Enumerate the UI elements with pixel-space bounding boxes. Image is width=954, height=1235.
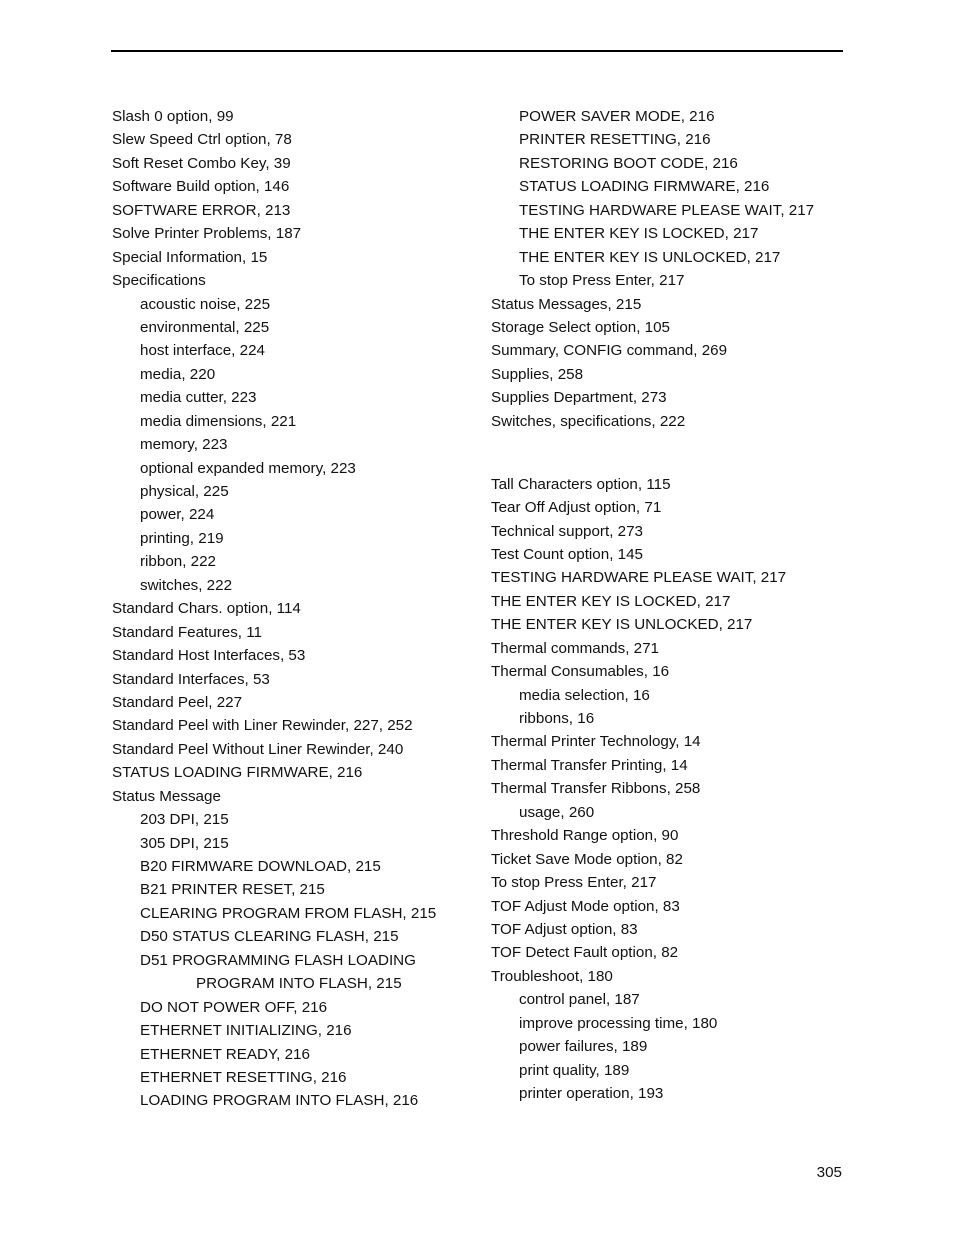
index-subentry: control panel, 187 [519, 991, 640, 1009]
index-entry: Standard Peel Without Liner Rewinder, 240 [112, 740, 404, 758]
index-entry: Technical support, 273 [491, 522, 643, 540]
index-entry: Thermal commands, 271 [491, 639, 659, 657]
index-entry: Tear Off Adjust option, 71 [491, 499, 662, 517]
index-subentry: 203 DPI, 215 [140, 811, 229, 829]
index-entry: TOF Adjust Mode option, 83 [491, 897, 680, 915]
index-column-left [112, 105, 482, 1113]
index-entry: Standard Features, 11 [112, 623, 262, 641]
index-subentry: 305 DPI, 215 [140, 834, 229, 852]
letter-gap [491, 433, 861, 473]
index-subentry: ETHERNET INITIALIZING, 216 [140, 1022, 352, 1040]
index-subentry: power failures, 189 [519, 1038, 648, 1056]
index-column-right [491, 105, 861, 1105]
index-entry: Thermal Transfer Ribbons, 258 [491, 780, 701, 798]
index-entry: Tall Characters option, 115 [491, 475, 671, 493]
index-entry: Status Message [112, 787, 221, 805]
index-entry: Specifications [112, 272, 206, 290]
index-subentry: switches, 222 [140, 576, 233, 594]
index-entry: TESTING HARDWARE PLEASE WAIT, 217 [491, 569, 787, 587]
index-subentry: ribbon, 222 [140, 553, 216, 571]
index-subentry: THE ENTER KEY IS LOCKED, 217 [519, 225, 759, 243]
index-entry: Special Information, 15 [112, 248, 268, 266]
index-subentry: acoustic noise, 225 [140, 295, 271, 313]
index-entry: Solve Printer Problems, 187 [112, 225, 302, 243]
index-subentry: optional expanded memory, 223 [140, 459, 356, 477]
index-subentry: PRINTER RESETTING, 216 [519, 131, 711, 149]
index-subentry: ETHERNET RESETTING, 216 [140, 1068, 347, 1086]
index-entry: Standard Host Interfaces, 53 [112, 647, 306, 665]
index-entry: Software Build option, 146 [112, 178, 290, 196]
index-entry: Standard Peel with Liner Rewinder, 227, 252 [112, 717, 413, 735]
index-entry: Threshold Range option, 90 [491, 827, 679, 845]
index-subentry: ETHERNET READY, 216 [140, 1045, 310, 1063]
index-entry: Summary, CONFIG command, 269 [491, 342, 728, 360]
header-rule [111, 50, 843, 52]
index-subentry: print quality, 189 [519, 1061, 630, 1079]
index-entry: Supplies, 258 [491, 365, 584, 383]
index-entry: THE ENTER KEY IS LOCKED, 217 [491, 592, 731, 610]
index-subentry: memory, 223 [140, 436, 228, 454]
index-subentry: STATUS LOADING FIRMWARE, 216 [519, 178, 770, 196]
index-entry: THE ENTER KEY IS UNLOCKED, 217 [491, 616, 753, 634]
index-subentry: printing, 219 [140, 529, 224, 547]
index-entry: Thermal Transfer Printing, 14 [491, 756, 688, 774]
index-entry: TOF Detect Fault option, 82 [491, 944, 679, 962]
index-entry: Storage Select option, 105 [491, 318, 671, 336]
index-subentry: POWER SAVER MODE, 216 [519, 108, 715, 125]
index-entry: TOF Adjust option, 83 [491, 920, 638, 938]
index-entry: Standard Interfaces, 53 [112, 670, 270, 688]
index-entry: Slew Speed Ctrl option, 78 [112, 131, 292, 149]
index-entry: Switches, specifications, 222 [491, 412, 686, 430]
index-subentry: printer operation, 193 [519, 1085, 664, 1102]
index-subentry: host interface, 224 [140, 342, 265, 360]
index-subentry: PROGRAM INTO FLASH, 215 [196, 975, 402, 993]
index-entry: Troubleshoot, 180 [491, 967, 613, 985]
index-subentry: usage, 260 [519, 803, 595, 821]
index-entry: Ticket Save Mode option, 82 [491, 850, 683, 868]
index-entry: Status Messages, 215 [491, 295, 642, 313]
index-subentry: DO NOT POWER OFF, 216 [140, 998, 328, 1016]
index-subentry: physical, 225 [140, 483, 229, 500]
index-subentry: LOADING PROGRAM INTO FLASH, 216 [140, 1092, 419, 1110]
index-subentry: media dimensions, 221 [140, 412, 297, 430]
index-entry: Test Count option, 145 [491, 545, 643, 563]
index-subentry: D51 PROGRAMMING FLASH LOADING [140, 951, 416, 969]
page-number: 305 [816, 1164, 842, 1181]
index-subentry: B20 FIRMWARE DOWNLOAD, 215 [140, 858, 381, 875]
index-subentry: B21 PRINTER RESET, 215 [140, 881, 325, 899]
index-subentry: media, 220 [140, 365, 216, 383]
index-entry: SOFTWARE ERROR, 213 [112, 201, 291, 219]
index-entry: Supplies Department, 273 [491, 389, 667, 407]
index-entry: Slash 0 option, 99 [112, 108, 234, 125]
index-entry: Soft Reset Combo Key, 39 [112, 154, 291, 172]
index-subentry: TESTING HARDWARE PLEASE WAIT, 217 [519, 201, 815, 219]
index-entry: Thermal Consumables, 16 [491, 663, 670, 681]
index-entry: STATUS LOADING FIRMWARE, 216 [112, 764, 363, 782]
index-subentry: RESTORING BOOT CODE, 216 [519, 154, 738, 172]
index-subentry: ribbons, 16 [519, 710, 595, 727]
index-subentry: environmental, 225 [140, 318, 270, 336]
index-subentry: CLEARING PROGRAM FROM FLASH, 215 [140, 904, 437, 922]
index-entry: Standard Peel, 227 [112, 693, 243, 711]
index-subentry: THE ENTER KEY IS UNLOCKED, 217 [519, 248, 781, 266]
index-subentry: power, 224 [140, 506, 215, 524]
index-subentry: To stop Press Enter, 217 [519, 272, 685, 290]
index-entry: Standard Chars. option, 114 [112, 600, 301, 618]
index-entry: Thermal Printer Technology, 14 [491, 733, 701, 751]
index-subentry: D50 STATUS CLEARING FLASH, 215 [140, 928, 399, 946]
index-entry: To stop Press Enter, 217 [491, 874, 657, 892]
index-subentry: improve processing time, 180 [519, 1014, 718, 1032]
index-subentry: media selection, 16 [519, 686, 650, 704]
index-subentry: media cutter, 223 [140, 389, 257, 407]
